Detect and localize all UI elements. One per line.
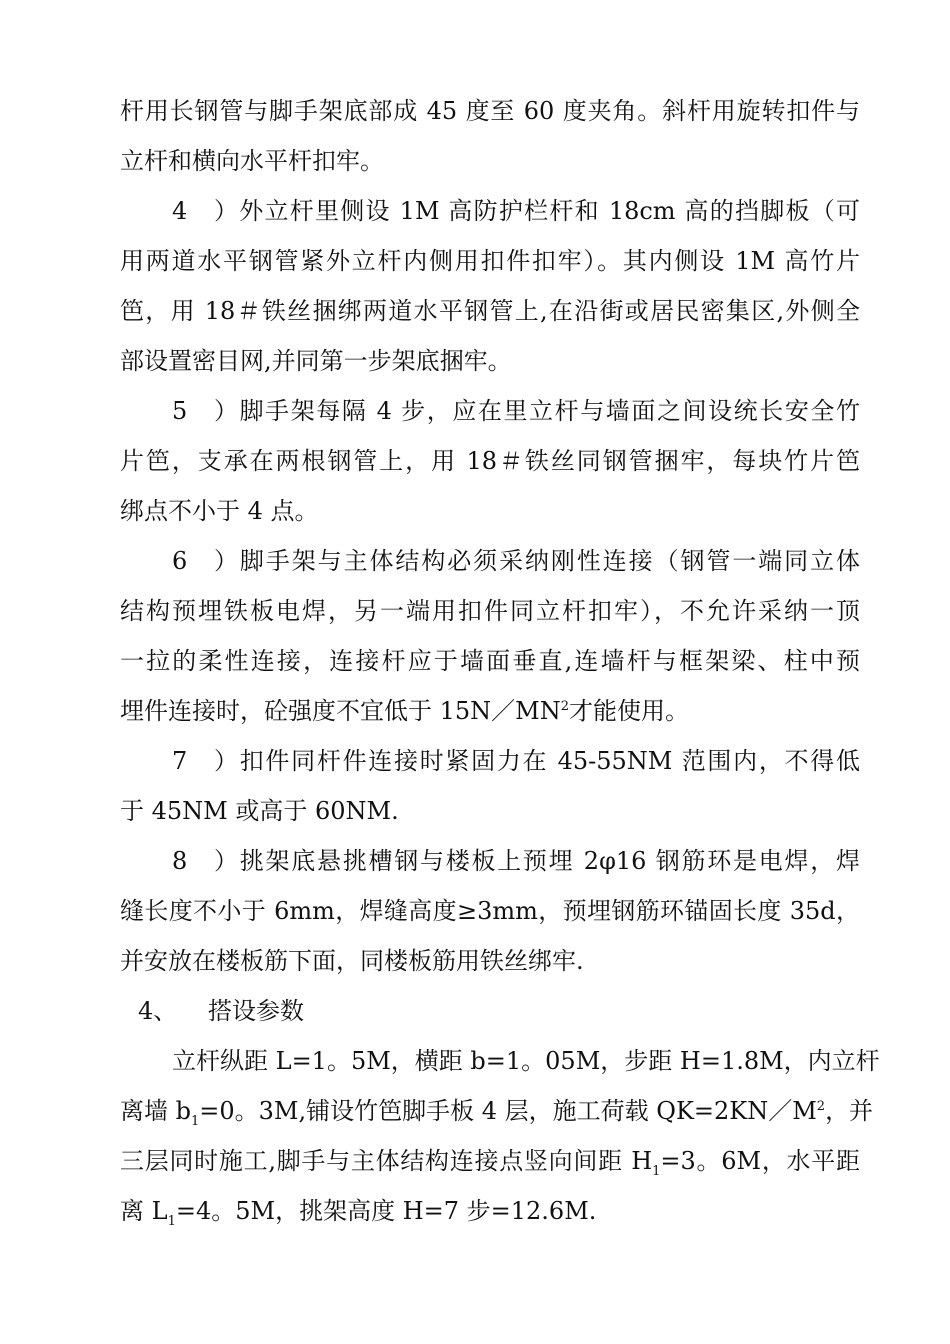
paragraph-line xyxy=(120,286,860,336)
paragraph-line xyxy=(120,686,860,736)
paragraph-line xyxy=(120,1036,880,1086)
text-run: 三层同时施工,脚手与主体结构连接点竖向间距 H xyxy=(120,1147,653,1175)
text-run: 片笆，支承在两根钢管上，用 18＃铁丝同钢管捆牢，每块竹片笆 xyxy=(120,447,860,475)
paragraph-line xyxy=(120,1136,860,1186)
superscript: 2 xyxy=(560,699,570,714)
paragraph-line xyxy=(120,236,860,286)
text-run: 结构预埋铁板电焊，另一端用扣件同立杆扣牢），不允许采纳一顶 xyxy=(120,597,860,625)
paragraph-line xyxy=(120,586,860,636)
paragraph-line xyxy=(120,486,860,536)
text-run: 离 L xyxy=(120,1197,168,1225)
list-number: 8） xyxy=(172,847,238,875)
paragraph-line xyxy=(120,436,860,486)
list-number: 4） xyxy=(172,197,238,225)
list-number: 5） xyxy=(172,397,238,425)
text-run: =0。3M,铺设竹笆脚手板 4 层，施工荷载 QK=2KN／M xyxy=(199,1097,817,1125)
text-run: 埋件连接时，砼强度不宜低于 15N／MN xyxy=(120,697,561,725)
text-run: 离墙 b xyxy=(120,1097,191,1125)
text-run: 用两道水平钢管紧外立杆内侧用扣件扣牢）。其内侧设 1M 高竹片 xyxy=(120,247,860,275)
subscript: 1 xyxy=(167,1213,176,1229)
text-run: 扣件同杆件连接时紧固力在 45-55NM 范围内，不得低 xyxy=(238,747,860,775)
subscript: 1 xyxy=(652,1163,661,1179)
list-item-6 xyxy=(120,536,860,586)
list-item-7 xyxy=(120,736,860,786)
list-item-4 xyxy=(120,186,860,236)
paragraph-line xyxy=(120,1186,860,1236)
text-run: 一拉的柔性连接，连接杆应于墙面垂直,连墙杆与框架梁、柱中预 xyxy=(120,647,860,675)
list-item-8 xyxy=(120,836,860,886)
text-run: 杆用长钢管与脚手架底部成 45 度至 60 度夹角。斜杆用旋转扣件与 xyxy=(120,97,860,125)
list-item-5 xyxy=(120,386,860,436)
list-number: 7） xyxy=(172,747,238,775)
text-run: 于 45NM 或高于 60NM. xyxy=(120,797,399,825)
paragraph-line xyxy=(120,636,860,686)
text-run: 笆，用 18＃铁丝捆绑两道水平钢管上,在沿街或居民密集区,外侧全 xyxy=(120,297,860,325)
text-run: 绑点不小于 4 点。 xyxy=(120,497,319,525)
text-run: 部设置密目网,并同第一步架底捆牢。 xyxy=(120,347,512,375)
subscript: 1 xyxy=(191,1113,200,1129)
text-run: 缝长度不小于 6mm，焊缝高度≥3mm，预埋钢筋环锚固长度 35d， xyxy=(120,897,860,925)
text-run: ，并 xyxy=(825,1097,874,1125)
paragraph-line xyxy=(120,336,860,386)
section-number: 4、 xyxy=(138,997,178,1025)
text-run: =4。5M，挑架高度 H=7 步=12.6M. xyxy=(175,1197,597,1225)
paragraph-line xyxy=(120,936,860,986)
text-run: 外立杆里侧设 1M 高防护栏杆和 18cm 高的挡脚板（可 xyxy=(238,197,860,225)
text-run: 脚手架每隔 4 步，应在里立杆与墙面之间设统长安全竹 xyxy=(238,397,860,425)
text-run: 挑架底悬挑槽钢与楼板上预埋 2φ16 钢筋环是电焊，焊 xyxy=(238,847,860,875)
superscript: 2 xyxy=(816,1099,826,1114)
text-run: 脚手架与主体结构必须采纳刚性连接（钢管一端同立体 xyxy=(238,547,860,575)
document-body xyxy=(120,86,880,1236)
list-number: 6） xyxy=(172,547,238,575)
paragraph-line xyxy=(120,136,860,186)
text-run: 并安放在楼板筋下面，同楼板筋用铁丝绑牢. xyxy=(120,947,584,975)
text-run: 立杆和横向水平杆扣牢。 xyxy=(120,147,384,175)
paragraph-line xyxy=(120,86,860,136)
text-run: 立杆纵距 L=1。5M，横距 b=1。05M，步距 H=1.8M，内立杆 xyxy=(172,1047,880,1075)
paragraph-line xyxy=(120,886,860,936)
text-run: 才能使用。 xyxy=(569,697,690,725)
paragraph-line xyxy=(120,786,860,836)
text-run: =3。6M，水平距 xyxy=(660,1147,860,1175)
section-title: 搭设参数 xyxy=(208,997,304,1025)
section-heading xyxy=(120,986,860,1036)
paragraph-line xyxy=(120,1086,874,1136)
